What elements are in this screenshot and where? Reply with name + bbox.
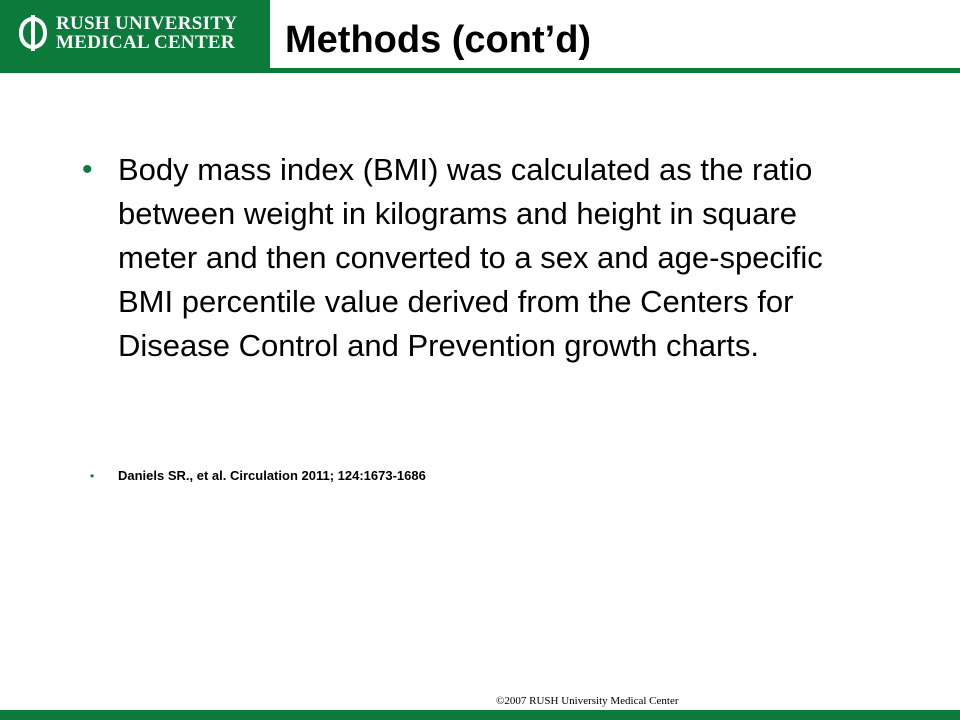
reference-text: Daniels SR., et al. Circulation 2011; 124:1673-1686 [118,468,426,483]
rush-logo-icon [18,15,48,51]
header-divider [0,68,960,73]
logo-line-1: RUSH UNIVERSITY [56,13,238,34]
bullet-item [82,148,882,368]
footer-bar [0,710,960,720]
bullet-text: Body mass index (BMI) was calculated as the ratio between weight in kilograms and height in square meter and then converted to a sex and age-specific BMI percentile value derived from the Centers for Disease Control and Prevention growth charts. [118,152,823,363]
reference-bullet-marker: • [90,468,95,483]
slide-title: Methods (cont’d) [285,19,592,61]
logo-line-2: MEDICAL CENTER [56,32,235,53]
bullet-marker: • [82,153,93,186]
footer-copyright: ©2007 RUSH University Medical Center [496,695,679,707]
rush-logo [18,14,237,52]
rush-logo-text [56,14,237,52]
reference-item [90,468,426,483]
